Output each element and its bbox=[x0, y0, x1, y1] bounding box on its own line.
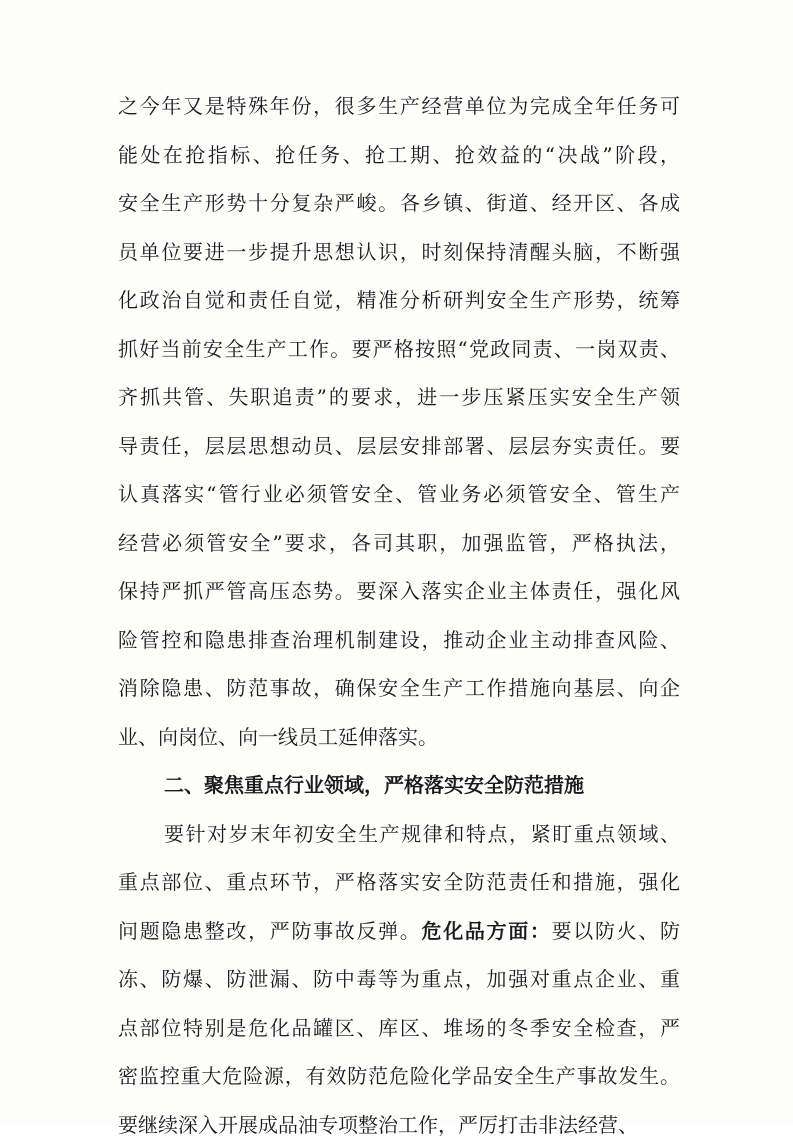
paragraph-1-line-11: 保持严抓严管高压态势。要深入落实企业主体责任，强化风 bbox=[118, 579, 680, 603]
paragraph-2-line-1: 要针对岁末年初安全生产规律和特点，紧盯重点领域、 bbox=[164, 821, 680, 846]
paragraph-1-line-1: 之今年又是特殊年份，很多生产经营单位为完成全年任务可 bbox=[118, 94, 680, 118]
paragraph-1-line-5: 化政治自觉和责任自觉，精准分析研判安全生产形势，统筹 bbox=[118, 288, 680, 312]
paragraph-2-line-3-plain: 问题隐患整改，严防事故反弹。 bbox=[118, 918, 422, 943]
paragraph-1-line-8: 导责任，层层思想动员、层层安排部署、层层夯实责任。要 bbox=[118, 433, 680, 458]
paragraph-2-line-2: 重点部位、重点环节，严格落实安全防范责任和措施，强化 bbox=[118, 870, 680, 894]
paragraph-1-line-13: 消除隐患、防范事故，确保安全生产工作措施向基层、向企 bbox=[118, 676, 680, 700]
paragraph-1-line-6: 抓好当前安全生产工作。要严格按照“党政同责、一岗双责、 bbox=[118, 336, 680, 361]
paragraph-2-line-7: 要继续深入开展成品油专项整治工作，严厉打击非法经营、 bbox=[118, 1112, 638, 1137]
paragraph-1-line-12: 险管控和隐患排查治理机制建设，推动企业主动排查风险、 bbox=[118, 627, 680, 652]
hazardous-chemicals-label: 危化品方面： bbox=[421, 918, 552, 943]
paragraph-2-line-6: 密监控重大危险源，有效防范危险化学品安全生产事故发生。 bbox=[118, 1064, 680, 1088]
section-heading: 二、聚焦重点行业领域，严格落实安全防范措施 bbox=[164, 773, 584, 797]
paragraph-1-line-9: 认真落实“管行业必须管安全、管业务必须管安全、管生产 bbox=[118, 482, 680, 506]
paragraph-1-line-4: 员单位要进一步提升思想认识，时刻保持清醒头脑，不断强 bbox=[118, 239, 680, 264]
paragraph-1-line-3: 安全生产形势十分复杂严峻。各乡镇、街道、经开区、各成 bbox=[118, 191, 680, 215]
paragraph-1-line-10: 经营必须管安全”要求，各司其职，加强监管，严格执法， bbox=[118, 530, 680, 555]
paragraph-1-line-2: 能处在抢指标、抢任务、抢工期、抢效益的“决战”阶段， bbox=[118, 142, 680, 167]
paragraph-2-line-3 bbox=[118, 916, 680, 946]
paragraph-1-line-14: 业、向岗位、向一线员工延伸落实。 bbox=[118, 724, 438, 749]
paragraph-1-line-7: 齐抓共管、失职追责”的要求，进一步压紧压实安全生产领 bbox=[118, 385, 680, 409]
paragraph-2-line-3-rest: 要以防火、防 bbox=[551, 918, 681, 943]
paragraph-2-line-5: 点部位特别是危化品罐区、库区、堆场的冬季安全检查，严 bbox=[118, 1015, 680, 1040]
paragraph-2-line-4: 冻、防爆、防泄漏、防中毒等为重点，加强对重点企业、重 bbox=[118, 967, 680, 991]
